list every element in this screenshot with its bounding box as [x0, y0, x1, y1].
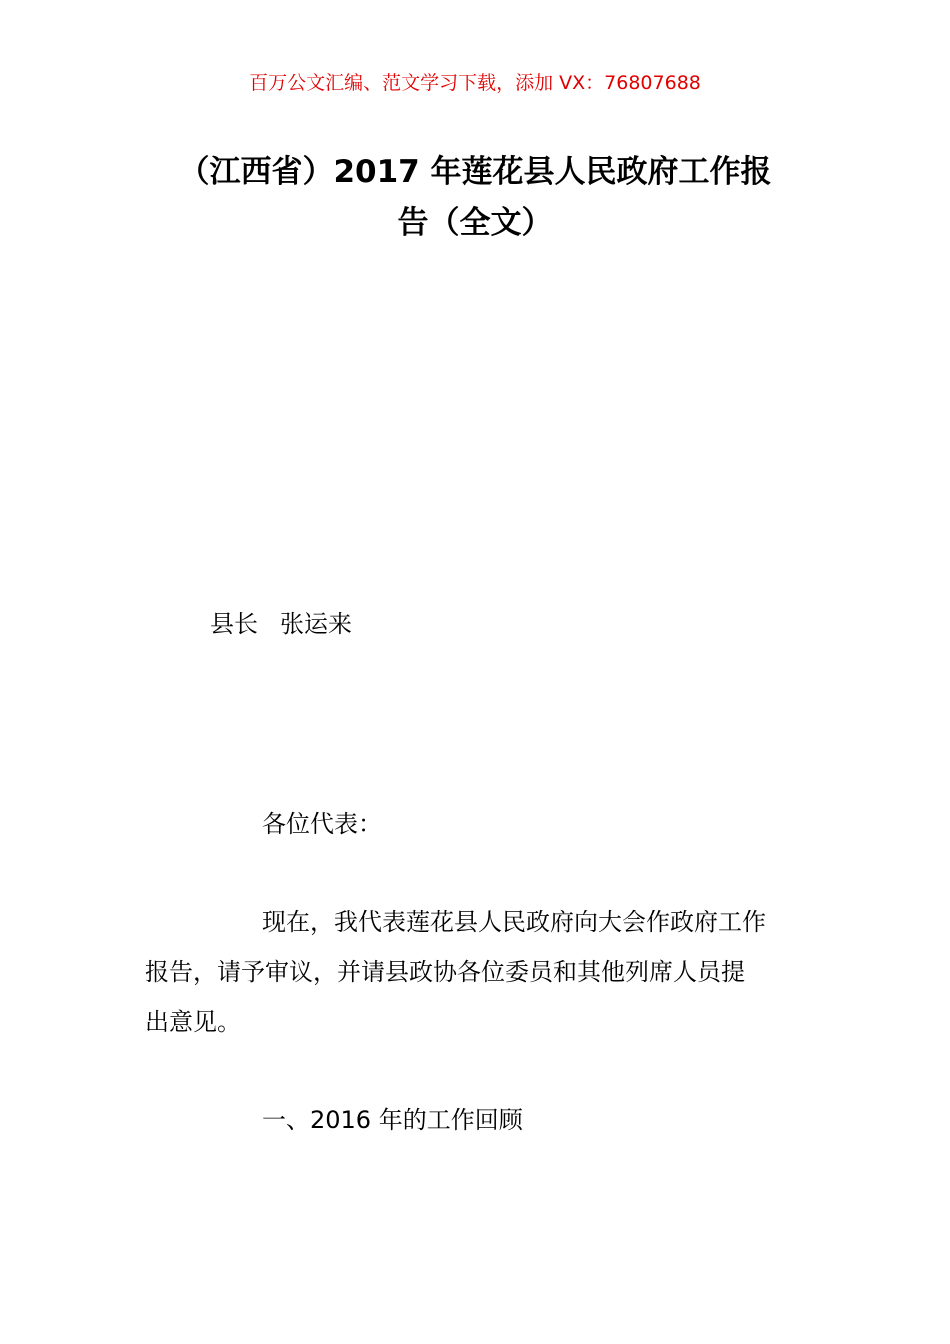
salutation: 各位代表：	[262, 810, 382, 838]
intro-line-2: 报告，请予审议，并请县政协各位委员和其他列席人员提	[145, 958, 745, 986]
header-note: 百万公文汇编、范文学习下载，添加 VX：76807688	[249, 72, 701, 94]
author-line	[210, 604, 352, 639]
intro-line-3: 出意见。	[145, 1008, 241, 1036]
section-heading: 一、2016 年的工作回顾	[262, 1106, 523, 1134]
author-position: 县长	[210, 610, 258, 638]
document-title-line-2: 告（全文）	[397, 205, 553, 241]
author-name: 张运来	[280, 610, 352, 638]
intro-line-1: 现在，我代表莲花县人民政府向大会作政府工作	[262, 908, 766, 936]
intro-paragraph	[145, 897, 810, 1047]
document-title-line-1: （江西省）2017 年莲花县人民政府工作报	[178, 154, 772, 190]
